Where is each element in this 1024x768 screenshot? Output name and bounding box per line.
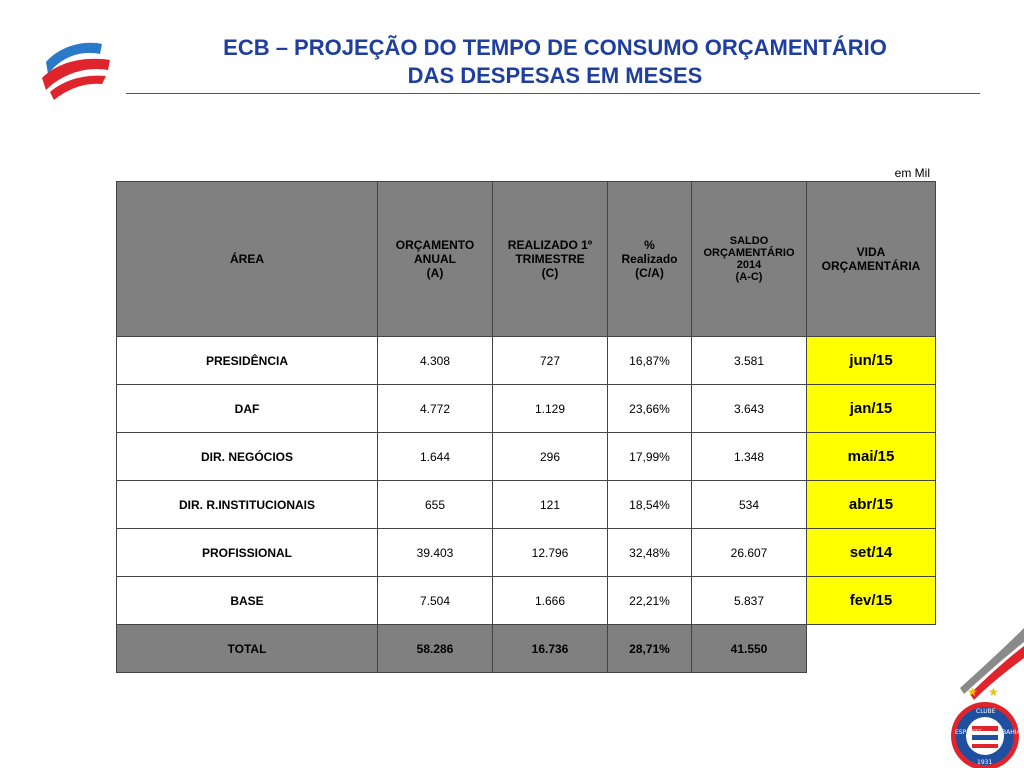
svg-text:★: ★ (988, 685, 999, 699)
row-area: BASE (117, 577, 378, 625)
crest-year: 1931 (977, 759, 993, 766)
row-orcamento: 1.644 (378, 433, 493, 481)
title-divider (126, 93, 980, 94)
row-pct: 17,99% (608, 433, 692, 481)
row-realizado: 727 (493, 337, 608, 385)
header-area: ÁREA (117, 182, 378, 337)
club-crest (946, 684, 1024, 768)
row-saldo: 3.643 (692, 385, 807, 433)
header-orcamento: ORÇAMENTO ANUAL (A) (378, 182, 493, 337)
row-vida: abr/15 (807, 481, 936, 529)
total-realizado: 16.736 (493, 625, 608, 673)
row-pct: 16,87% (608, 337, 692, 385)
row-pct: 32,48% (608, 529, 692, 577)
row-realizado: 1.666 (493, 577, 608, 625)
total-pct: 28,71% (608, 625, 692, 673)
table-row (117, 337, 936, 385)
table-header-row (117, 182, 936, 337)
total-orcamento: 58.286 (378, 625, 493, 673)
total-saldo: 41.550 (692, 625, 807, 673)
svg-text:★: ★ (967, 685, 978, 699)
row-vida: jun/15 (807, 337, 936, 385)
title-line-2: DAS DESPESAS EM MESES (407, 63, 703, 88)
row-pct: 23,66% (608, 385, 692, 433)
row-orcamento: 39.403 (378, 529, 493, 577)
table-row (117, 433, 936, 481)
table-row (117, 385, 936, 433)
title-line-1: ECB – PROJEÇÃO DO TEMPO DE CONSUMO ORÇAMENTÁRIO (223, 35, 887, 60)
table-row (117, 529, 936, 577)
budget-table (116, 181, 936, 673)
crest-text-left: ESPORTE (955, 729, 983, 736)
unit-label: em Mil (894, 166, 930, 180)
row-vida: mai/15 (807, 433, 936, 481)
row-vida: jan/15 (807, 385, 936, 433)
row-area: PRESIDÊNCIA (117, 337, 378, 385)
row-vida: set/14 (807, 529, 936, 577)
crest-text-top: CLUBE (976, 708, 996, 715)
row-area: DIR. NEGÓCIOS (117, 433, 378, 481)
total-row (117, 625, 936, 673)
row-saldo: 534 (692, 481, 807, 529)
row-realizado: 296 (493, 433, 608, 481)
crest-text-right: BAHIA (1002, 729, 1021, 736)
header-pct-realizado: % Realizado (C/A) (608, 182, 692, 337)
row-saldo: 26.607 (692, 529, 807, 577)
header-vida: VIDA ORÇAMENTÁRIA (807, 182, 936, 337)
row-realizado: 1.129 (493, 385, 608, 433)
row-orcamento: 4.772 (378, 385, 493, 433)
row-area: PROFISSIONAL (117, 529, 378, 577)
row-orcamento: 655 (378, 481, 493, 529)
header-saldo: SALDO ORÇAMENTÁRIO 2014 (A-C) (692, 182, 807, 337)
total-area: TOTAL (117, 625, 378, 673)
row-area: DAF (117, 385, 378, 433)
header-realizado: REALIZADO 1º TRIMESTRE (C) (493, 182, 608, 337)
table-row (117, 577, 936, 625)
brand-logo (40, 38, 114, 104)
slide-title (130, 34, 980, 90)
row-area: DIR. R.INSTITUCIONAIS (117, 481, 378, 529)
row-saldo: 1.348 (692, 433, 807, 481)
row-vida: fev/15 (807, 577, 936, 625)
row-saldo: 3.581 (692, 337, 807, 385)
row-orcamento: 4.308 (378, 337, 493, 385)
total-empty-cell (807, 625, 936, 673)
row-pct: 22,21% (608, 577, 692, 625)
row-pct: 18,54% (608, 481, 692, 529)
table-row (117, 481, 936, 529)
row-realizado: 121 (493, 481, 608, 529)
row-realizado: 12.796 (493, 529, 608, 577)
row-orcamento: 7.504 (378, 577, 493, 625)
row-saldo: 5.837 (692, 577, 807, 625)
